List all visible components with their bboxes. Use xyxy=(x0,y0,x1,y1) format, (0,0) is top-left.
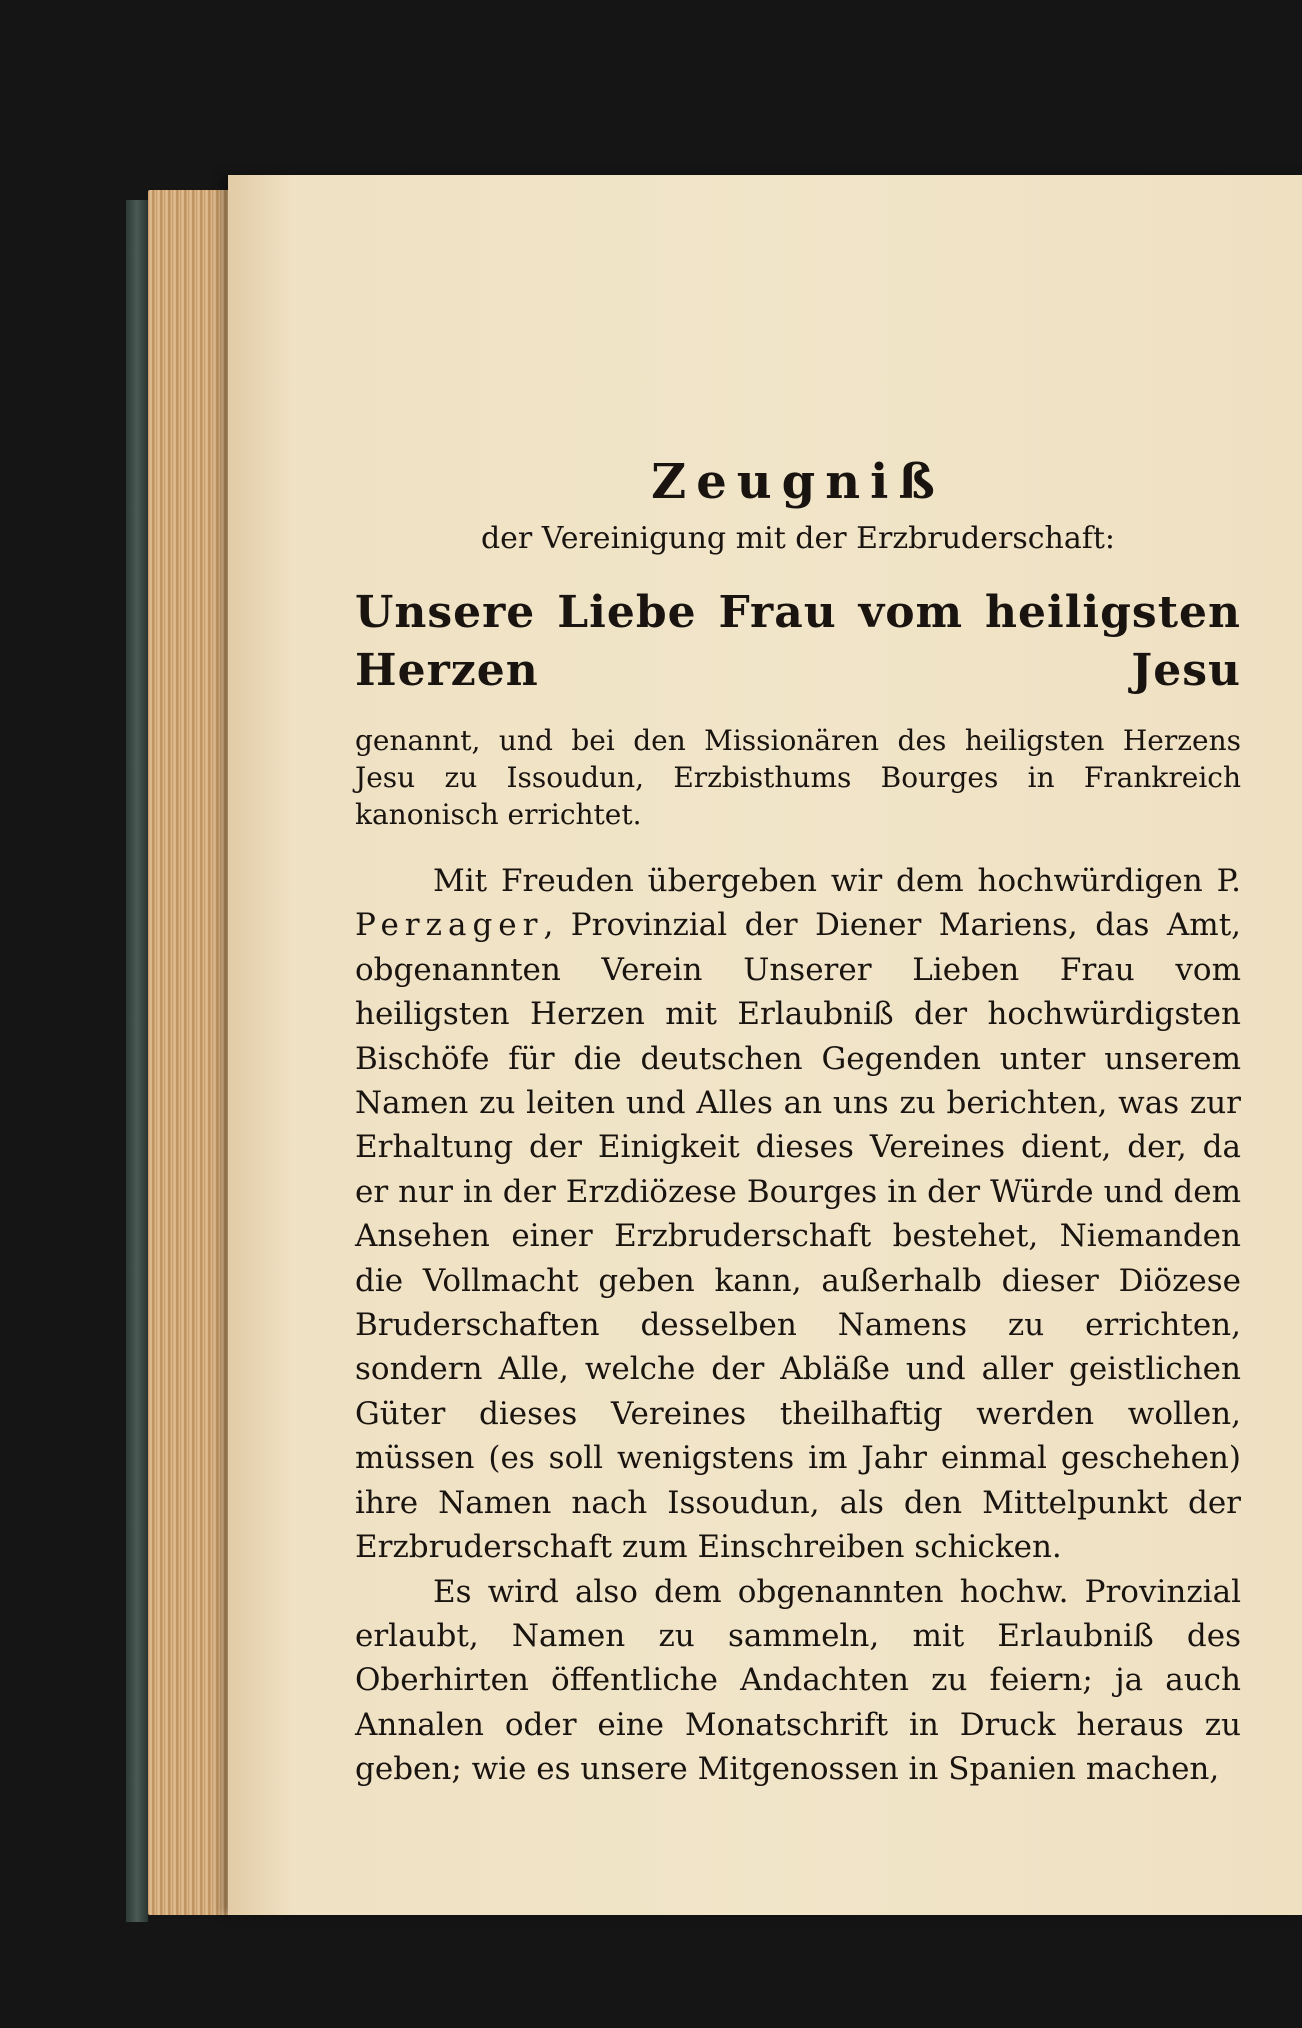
intro-paragraph: genannt, und bei den Missionären des heiligsten Herzens Jesu zu Issoudun, Erzbisthums Bourges in Frankreich kanonisch errichtet. xyxy=(355,724,1241,831)
body-paragraph-2: Es wird also dem obgenannten hochw. Provinzial erlaubt, Namen zu sammeln, mit Erlaubniß des Oberhirten öffentliche Andachten zu feiern; ja auch Annalen oder eine Monatschrift in Druck heraus zu geben; wie es unsere Mitgenossen in Spanien machen, xyxy=(355,1573,1241,1788)
book-spine xyxy=(126,200,148,1922)
provincial-name: Perzager xyxy=(355,907,544,944)
document-heading: Zeugniß xyxy=(651,454,945,510)
paragraph-1-start: Mit Freuden übergeben wir dem hochwürdigen P. xyxy=(433,863,1241,899)
body-paragraph-1 xyxy=(355,859,1241,1570)
page-content xyxy=(355,452,1241,1792)
paragraph-1-rest: , Provinzial der Diener Mariens, das Amt, obgenannten Verein Unserer Lieben Frau vom heiligsten Herzen mit Erlaubniß der hochwürdigsten Bischöfe für die deutschen Gegenden unter unserem Namen zu leiten und Alles an uns zu berichten, was zur Erhaltung der Einigkeit dieses Vereines dient, der, da er nur in der Erzdiözese Bourges in der Würde und dem Ansehen einer Erzbruderschaft bestehet, Niemanden die Vollmacht geben kann, außerhalb dieser Diözese Bruderschaften desselben Namens zu errichten, sondern Alle, welche der Abläße und aller geistlichen Güter dieses Vereines theilhaftig werden wollen, müssen (es soll wenigstens im Jahr einmal geschehen) ihre Namen nach Issoudun, als den Mittelpunkt der Erzbruderschaft zum Einschreiben schicken. xyxy=(355,907,1241,1566)
document-subheading: der Vereinigung mit der Erzbruderschaft: xyxy=(480,521,1116,556)
document-title: Unsere Liebe Frau vom heiligsten Herzen Jesu xyxy=(355,587,1241,696)
